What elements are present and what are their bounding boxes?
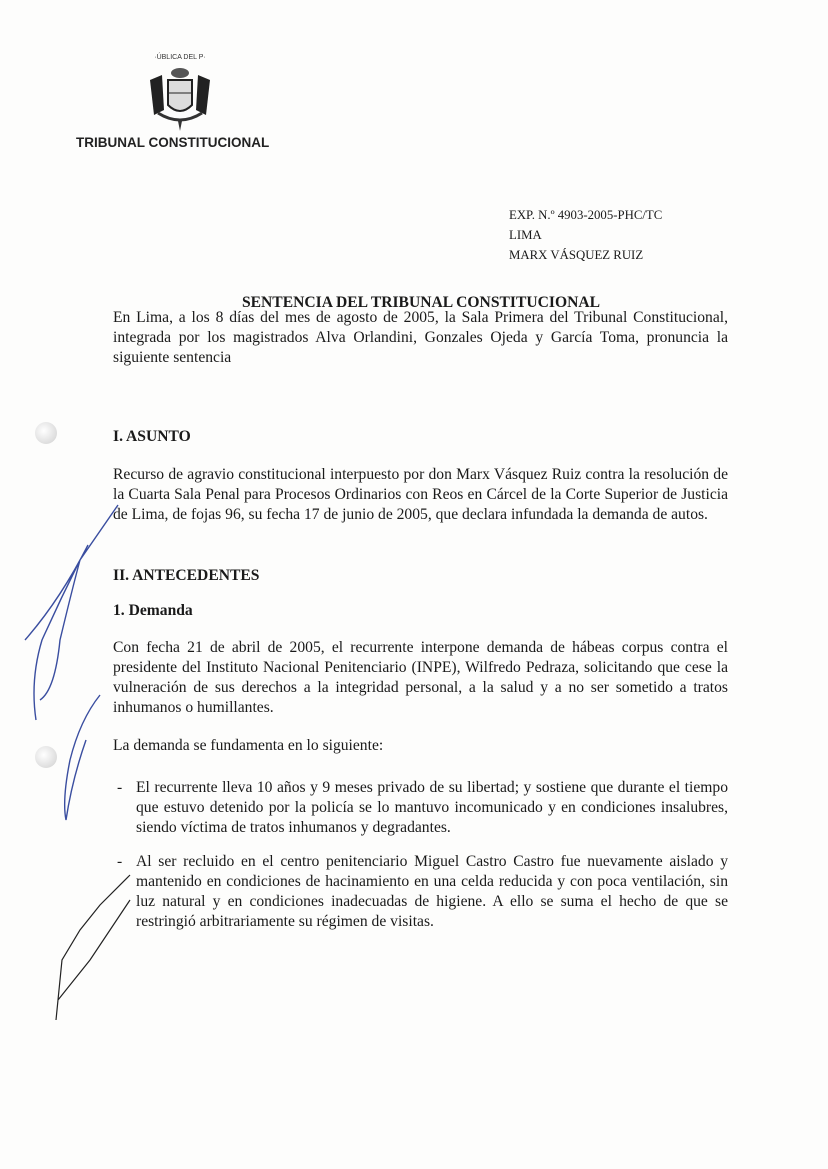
document-title: SENTENCIA DEL TRIBUNAL CONSTITUCIONAL: [241, 294, 601, 311]
case-number: EXP. N.º 4903-2005-PHC/TC: [509, 208, 663, 222]
demanda-paragraph: Con fecha 21 de abril de 2005, el recurrente interpone demanda de hábeas corpus contra el presidente del Instituto Nacional Penitenciario (INPE), Wilfredo Pedraza, solicitando que cese la vulneración de sus derechos a la integridad personal, a la salud y a no ser sometido a tratos inhumanos o humillantes.: [113, 639, 728, 716]
svg-text:·ÚBLICA DEL P·: ·ÚBLICA DEL P·: [154, 54, 206, 61]
document-page: ·ÚBLICA DEL P· TRIBUNAL CONSTITUCIONAL EXP. N.º 4903-2005-PHC/TC LIMA MARX VÁSQUEZ RUIZ SENTENCIA DEL TRIBUNAL CONSTITUCIONAL En Lima, a los 8 días del mes de agosto de 2005, la Sala Primera del Tribunal Constitucional, integrada por los magistrados Alva Orlandini, Gonzales Ojeda y García Toma, pronuncia la siguiente sentencia I. ASUNTO Recurso de agravio constitucional interpuesto por don Marx Vásquez Ruiz contra la resolución de la Cuarta Sala Penal para Procesos Ordinarios con Reos en Cárcel de la Corte Superior de Justicia de Lima, de fojas 96, su fecha 17 de junio de 2005, que declara infundada la demanda de autos. II. ANTECEDENTES 1. Demanda Con fecha 21 de abril de 2005, el recurrente interpone demanda de hábeas corpus contra el presidente del Instituto Nacional Penitenciario (INPE), Wilfredo Pedraza, solicitando que cese la vulneración de sus derechos a la integridad personal, a la salud y a no ser sometido a tratos inhumanos o humillantes. La demanda se fundamenta en lo siguiente: - El recurrente lleva 10 años y 9 meses privado de su libertad; y sostiene que durante el tiempo que estuvo detenido por la policía se lo mantuvo incomunicado y en condiciones insalubres, siendo víctima de tratos inhumanos y degradantes. - Al ser recluido en el centro penitenciario Miguel Castro Castro fue nuevamente aislado y mantenido en condiciones de hacinamiento en una celda reducida y con poca ventilación, sin luz natural y en condiciones inadecuadas de higiene. A ello se suma el hecho de que se restringió arbitrariamente su régimen de visitas.: [0, 0, 828, 1169]
case-city: LIMA: [509, 228, 542, 242]
institution-name: TRIBUNAL CONSTITUCIONAL: [76, 135, 270, 150]
case-party: MARX VÁSQUEZ RUIZ: [509, 248, 644, 262]
list-item-text: Al ser recluido en el centro penitenciario Miguel Castro Castro fue nuevamente aislado y mantenido en condiciones de hacinamiento en una celda reducida y con poca ventilación, sin luz natural y en condiciones inadecuadas de higiene. A ello se suma el hecho de que se restringió arbitrariamente su régimen de visitas.: [136, 853, 728, 930]
asunto-paragraph: Recurso de agravio constitucional interpuesto por don Marx Vásquez Ruiz contra la resolución de la Cuarta Sala Penal para Procesos Ordinarios con Reos en Cárcel de la Corte Superior de Justicia de Lima, de fojas 96, su fecha 17 de junio de 2005, que declara infundada la demanda de autos.: [113, 466, 728, 523]
intro-paragraph: En Lima, a los 8 días del mes de agosto de 2005, la Sala Primera del Tribunal Constitucional, integrada por los magistrados Alva Orlandini, Gonzales Ojeda y García Toma, pronuncia la siguiente sentencia: [113, 309, 728, 366]
section-heading-antecedentes: II. ANTECEDENTES: [113, 567, 260, 584]
section-heading-asunto: I. ASUNTO: [113, 428, 191, 445]
subheading-demanda: 1. Demanda: [113, 602, 193, 619]
list-item-text: El recurrente lleva 10 años y 9 meses privado de su libertad; y sostiene que durante el tiempo que estuvo detenido por la policía se lo mantuvo incomunicado y en condiciones insalubres, siendo víctima de tratos inhumanos y degradantes.: [136, 779, 728, 836]
demanda-lead: La demanda se fundamenta en lo siguiente:: [113, 737, 384, 754]
